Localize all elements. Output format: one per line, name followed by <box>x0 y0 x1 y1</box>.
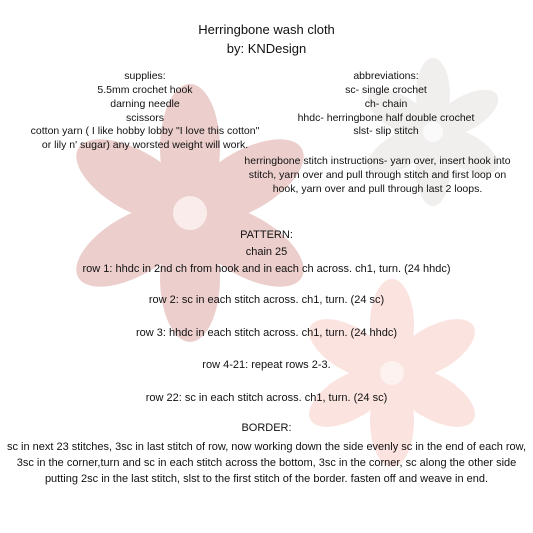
supplies-section <box>25 70 265 153</box>
supplies-item: scissors <box>126 111 164 124</box>
supplies-item: darning needle <box>110 97 180 110</box>
pattern-row: row 2: sc in each stitch across. ch1, turn. (24 sc) <box>148 294 385 306</box>
pattern-chain: chain 25 <box>245 246 288 258</box>
abbreviations-heading: abbreviations: <box>353 70 419 82</box>
supplies-item: cotton yarn ( I like hobby lobby "I love this cotton" or lily n' sugar) any worsted weight will work. <box>30 125 260 152</box>
document-byline: by: KNDesign <box>226 40 307 56</box>
abbreviation-item: slst- slip stitch <box>353 125 419 138</box>
flower-right-bottom-icon <box>300 279 485 467</box>
supplies-heading: supplies: <box>124 70 166 82</box>
document-title: Herringbone wash cloth <box>198 22 335 37</box>
abbreviation-item: hhdc- herringbone half double crochet <box>297 111 475 124</box>
border-heading: BORDER: <box>241 422 292 434</box>
supplies-item: 5.5mm crochet hook <box>97 83 193 96</box>
abbreviation-item: sc- single crochet <box>345 83 427 96</box>
abbreviations-section <box>266 70 506 139</box>
pattern-row: row 1: hhdc in 2nd ch from hook and in each ch across. ch1, turn. (24 hhdc) <box>82 263 451 275</box>
abbreviation-item: ch- chain <box>364 97 408 110</box>
pattern-row: row 4-21: repeat rows 2-3. <box>202 359 331 371</box>
stitch-instructions: herringbone stitch instructions- yarn over, insert hook into stitch, yarn over and pull through stitch and first loop on hook, yarn over and pull through last 2 loops. <box>244 155 511 195</box>
document-header <box>0 21 533 59</box>
border-instructions: sc in next 23 stitches, 3sc in last stitch of row, now working down the side evenly sc in the end of each row, 3sc in the corner,turn and sc in each stitch across the bottom, 3sc in the corner, sc along the other side putting 2sc in the last stitch, slst to the first stitch of the border. fasten off and weave in end. <box>6 441 527 485</box>
pattern-row: row 22: sc in each stitch across. ch1, turn. (24 sc) <box>145 392 388 404</box>
pattern-heading: PATTERN: <box>240 229 293 241</box>
pattern-row: row 3: hhdc in each stitch across. ch1, turn. (24 hhdc) <box>135 327 398 339</box>
